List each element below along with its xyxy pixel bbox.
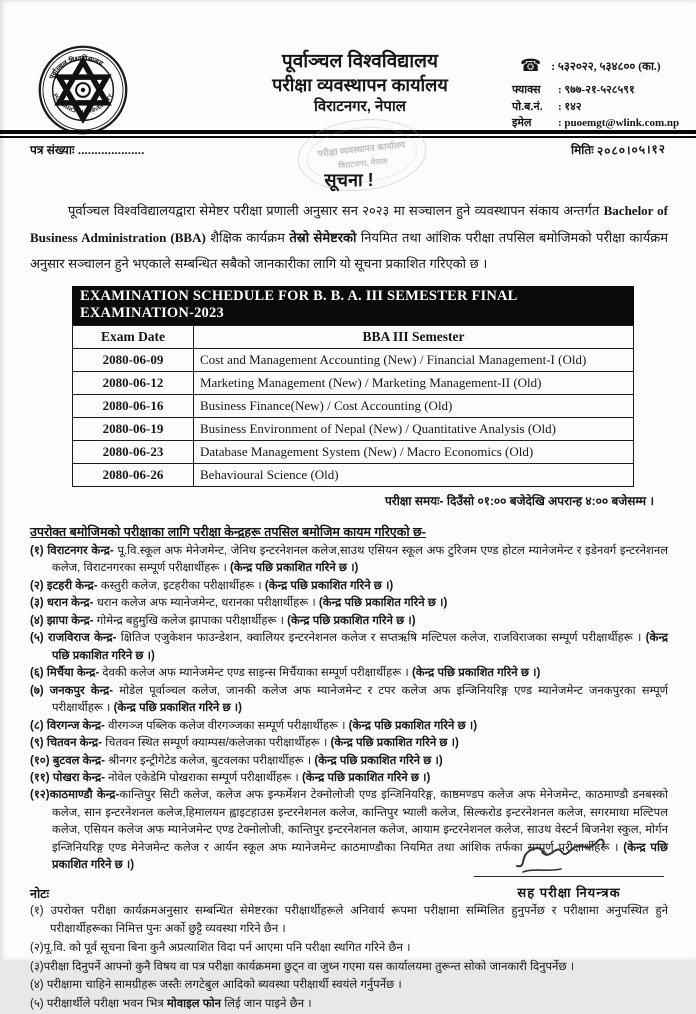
note-text-pre: परीक्षार्थीले परीक्षा भवन भित्र	[46, 997, 167, 1010]
notes-section	[30, 885, 668, 1014]
center-item	[30, 665, 668, 682]
note-no: (४)	[30, 979, 44, 992]
exam-subject: Database Management System (New) / Macro Economics (Old)	[194, 440, 634, 463]
pobox-label: पो.ब.नं.	[512, 100, 543, 113]
center-item	[30, 683, 668, 718]
col-semester: BBA III Semester	[194, 325, 634, 348]
center-item	[30, 735, 668, 752]
center-body: नोवेल एकेडेमि पोखराका सम्पूर्ण परीक्षार्थीहरू ।	[108, 772, 302, 785]
seal-bottom-text: PURBANCHAL UNIVERSITY	[51, 92, 115, 116]
table-header-row	[73, 325, 634, 348]
signature-block	[474, 828, 664, 901]
center-publish-note: (केन्द्र पछि प्रकाशित गरिने छ ।)	[318, 597, 448, 610]
table-title: EXAMINATION SCHEDULE FOR B. B. A. III SEMESTER FINAL EXAMINATION-2023	[72, 286, 634, 325]
notes-heading: नोटः	[30, 886, 50, 901]
center-no: (८)	[30, 719, 44, 732]
contact-block	[512, 56, 690, 132]
exam-subject: Business Finance(New) / Cost Accounting (Old)	[194, 394, 634, 417]
exam-subject: Business Environment of Nepal (New) / Quantitative Analysis (Old)	[194, 417, 634, 440]
center-no: (४)	[30, 614, 44, 627]
center-name: काठमाण्डौ केन्द्र-	[49, 789, 120, 802]
note-text: परीक्षा दिनुपर्ने आफ्नो कुनै विषय वा पत्र परीक्षा कार्यक्रममा छुट्न वा जुध्न गएमा यस कार्यालयमा तुरून्त सोको जानकारी दिनुपर्नेछ ।	[43, 960, 575, 973]
center-no: (१०)	[30, 754, 50, 767]
center-name: धरान केन्द्र-	[46, 597, 94, 610]
signature-icon	[509, 828, 629, 880]
exam-subject: Marketing Management (New) / Marketing Management-II (Old)	[194, 371, 634, 394]
para-segment-3: नियमित तथा आंशिक परीक्षा तपसिल बमोजिमको परीक्षा कार्यक्रम अनुसार सञ्चालन हुने भएकाले सम्बन्धित सबैको जानकारीका लागि यो सूचना प्रकाशित गरिएको छ ।	[30, 229, 669, 272]
note-text: पू.वि. को पूर्व सूचना बिना कुनै अप्रत्याशित विदा पर्न आएमा पनि परीक्षा स्थगित गरिने छैन ।	[43, 942, 411, 955]
center-body: देवकी कलेज अफ म्यानेजमेन्ट एण्ड साइन्स मिर्चैयाका सम्पूर्ण परीक्षार्थीहरू ।	[102, 667, 412, 680]
note-no: (३)	[30, 960, 44, 973]
table-row	[73, 417, 634, 440]
university-name: पूर्वाञ्चल विश्वविद्यालय	[281, 51, 439, 72]
letter-number-dots: ....................	[77, 143, 145, 157]
center-publish-note: (केन्द्र पछि प्रकाशित गरिने छ ।)	[52, 841, 668, 872]
center-body: कान्तिपुर सिटी कलेज, कलेज अफ इन्फर्मेशन टेक्नोलोजी एण्ड इन्जिनियरिङ्ग, काष्ठमण्डप कलेज अफ मेनेजमेन्ट, काठमाण्डौ डनबस्को कलेज, सान इन्टरनेशनल कलेज,हिमालयन ह्वाइटहाउस इन्टरनेशनल कलेज, कान्तिपुर भ्याली कलेज, सिल्करोड इन्टरनेशनल कलेज, सगरमाथा मल्टिपल कलेज, एसियन कलेज अफ म्यानेजमेन्ट एण्ड टेक्नोलोजी, कान्तिपुर इन्टरनेशनल कलेज, आयाम इन्टरनेशनल कलेज, साउथ वेस्टर्न बिजनेश स्कुल, मोर्गन इन्जिनियरिङ्ग एण्ड मेनेजमेन्ट कलेज र आर्यन स्कूल अफ म्यानेजमेन्ट काठमाण्डौका नियमित तथा आंशिक तर्फका सम्पूर्ण परीक्षार्थीहरू ।	[52, 789, 668, 854]
center-body: श्रीनगर इन्ट्रीगेटेड कलेज, बुटवलका परीक्षार्थीहरू ।	[108, 754, 315, 767]
center-no: (१)	[30, 544, 44, 557]
telephone-icon: ☎	[520, 56, 542, 75]
date-field	[571, 141, 666, 158]
contact-row-pobox	[512, 99, 690, 116]
center-no: (२)	[30, 579, 44, 592]
center-name: इटहरी केन्द्र-	[46, 579, 98, 592]
note-item	[30, 902, 668, 939]
center-no: (६)	[30, 667, 44, 680]
center-item	[30, 718, 668, 735]
letterhead	[218, 50, 502, 117]
table-row	[73, 371, 634, 394]
letter-number-label: पत्र संख्याः	[30, 143, 75, 157]
note-no: (२)	[30, 942, 44, 955]
note-text: परीक्षामा चाहिने सामग्रीहरू जस्तैः लगटेबुल आदिको ब्यवस्था परीक्षार्थी स्वयंले गर्नुपर्नेछ ।	[46, 979, 402, 992]
center-no: (५)	[30, 632, 44, 645]
center-publish-note: (केन्द्र पछि प्रकाशित गरिने छ ।)	[314, 754, 443, 767]
university-seal-logo	[36, 44, 130, 136]
center-body: धरान कलेज अफ म्यानेजमेन्ट, धरानका परीक्षार्थीहरू ।	[96, 597, 319, 610]
para-segment-2: शैक्षिक कार्यक्रम	[205, 229, 290, 245]
phone-row	[512, 56, 690, 76]
office-name: परीक्षा व्यवस्थापन कार्यालय	[272, 74, 448, 95]
center-name: बुटवल केन्द्र-	[52, 754, 105, 767]
email-value: : puoemgt@wlink.com.np	[558, 117, 680, 129]
stamp-line2: विराटनगर, नेपाल	[338, 156, 388, 171]
note-item	[30, 995, 668, 1014]
center-publish-note: (केन्द्र पछि प्रकाशित गरिने छ ।)	[230, 562, 359, 575]
date-value-handwritten: २०८०।०५।१२	[596, 141, 667, 159]
notice-heading: सूचना !	[324, 170, 374, 190]
center-body: गोमेन्द्र बहुमुखि कलेज झापाका परीक्षार्थीहरू ।	[96, 614, 288, 627]
table-row	[73, 463, 634, 486]
schedule-table	[72, 325, 634, 487]
note-text: उपरोक्त परीक्षा कार्यक्रमअनुसार सम्बन्धित सेमेष्टरका परीक्षार्थीहरूले अनिवार्य रूपमा परीक्षामा सम्मिलित हुनुपर्नेछ र परीक्षामा अनुपस्थित हुने परीक्षार्थीहरूका निमित्त पुनः अर्को छुट्टै व्यवस्था गरिने छैन ।	[50, 904, 668, 936]
center-body: कस्तुरी कलेज, इटहरीका परीक्षार्थीहरू ।	[100, 579, 265, 592]
fax-label: फ्याक्स	[512, 84, 541, 96]
exam-date: 2080-06-12	[73, 371, 194, 394]
center-name: विराटनगर केन्द्र-	[47, 544, 114, 557]
exam-centers-section	[30, 523, 668, 875]
exam-date: 2080-06-09	[73, 348, 194, 371]
pobox-value: : १४२	[558, 100, 582, 113]
exam-time-note: परीक्षा समयः- दिउँसो ०१:०० बजेदेखि अपरान्ह ४:०० बजेसम्म ।	[384, 493, 654, 508]
seal-top-text: पूर्वाञ्चल विश्वविद्यालय	[48, 55, 104, 81]
center-publish-note: (केन्द्र पछि प्रकाशित गरिने छ ।)	[348, 719, 478, 732]
phone-numbers: : ५३२०२२, ५३४८०० (का.)	[551, 60, 661, 73]
center-name: चितवन केन्द्र-	[46, 737, 102, 750]
center-name: पोखरा केन्द्र-	[52, 772, 105, 785]
center-publish-note: (केन्द्र पछि प्रकाशित गरिने छ ।)	[411, 667, 541, 680]
exam-date: 2080-06-16	[73, 394, 194, 417]
center-publish-note: (केन्द्र पछि प्रकाशित गरिने छ ।)	[301, 772, 431, 785]
center-item	[30, 770, 668, 787]
center-no: (९)	[30, 737, 44, 750]
note-item	[30, 939, 668, 958]
exam-schedule	[72, 286, 634, 487]
para-semester-bold: तेस्रो सेमेष्टरको	[289, 229, 357, 245]
note-no: (५)	[30, 997, 44, 1010]
center-publish-note: (केन्द्र पछि प्रकाशित गरिने छ ।)	[113, 702, 242, 715]
center-item	[30, 753, 668, 770]
center-publish-note: (केन्द्र पछि प्रकाशित गरिने छ ।)	[264, 579, 394, 592]
note-item	[30, 976, 668, 995]
signature-line	[474, 876, 664, 877]
center-item	[30, 613, 668, 630]
center-item	[30, 578, 668, 595]
center-name: राजविराज केन्द्र-	[47, 632, 117, 645]
office-location: विराटनगर, नेपाल	[314, 98, 406, 116]
exam-subject: Cost and Management Accounting (New) / Financial Management-I (Old)	[194, 348, 634, 371]
center-no: (३)	[30, 597, 44, 610]
table-row	[73, 440, 634, 463]
center-publish-note: (केन्द्र पछि प्रकाशित गरिने छ ।)	[287, 614, 416, 627]
fax-value: : ९७७-२१-५२८५९१	[558, 84, 635, 96]
center-name: विरगन्ज केन्द्र-	[46, 719, 105, 732]
col-exam-date: Exam Date	[73, 325, 194, 348]
center-name: झापा केन्द्र-	[46, 614, 94, 627]
para-program-name: Bachelor of Business Administration (BBA)	[30, 203, 669, 245]
center-name: जनकपुर केन्द्र-	[49, 684, 114, 697]
exam-date: 2080-06-26	[73, 463, 194, 486]
center-item	[30, 595, 668, 612]
center-no: (१२)	[30, 789, 50, 802]
exam-date: 2080-06-19	[73, 417, 194, 440]
center-body: क्षितिज एजुकेशन फाउन्डेशन, क्वालियर इन्टरनेशनल कलेज र सप्तऋषि मल्टिपल कलेज, राजविराजका सम्पूर्ण परीक्षार्थीहरू ।	[120, 632, 646, 645]
email-label: इमेल	[512, 117, 532, 129]
center-body: चितवन स्थित सम्पूर्ण क्याम्पस/कलेजका परीक्षार्थीहरू ।	[105, 737, 331, 750]
para-segment-1: पूर्वाञ्चल विश्वविद्यालयद्वारा सेमेष्टर परीक्षा प्रणाली अनुसार सन २०२३ मा सञ्चालन हुने व्यवस्थापन संकाय अन्तर्गत	[68, 203, 604, 218]
centers-heading: उपरोक्त बमोजिमको परीक्षाका लागि परीक्षा केन्द्रहरू तपसिल बमोजिम कायम गरिएको छ-	[30, 524, 426, 539]
center-item	[30, 630, 668, 665]
center-name: मिर्चैया केन्द्र-	[46, 667, 100, 680]
center-body: पू.वि.स्कूल अफ मेनेजमेन्ट, जेनिथ इन्टरनेशनल कलेज,साउथ एसियन स्कूल अफ टुरिजम एण्ड होटल म्यानेजमेन्ट र इडेनवर्ग इन्टरनेशनल कलेज, विराटनगरका सम्पूर्ण परीक्षार्थीहरू ।	[52, 544, 668, 575]
center-no: (७)	[30, 684, 44, 697]
note-item	[30, 958, 668, 977]
table-row	[73, 394, 634, 417]
center-no: (११)	[30, 772, 50, 785]
table-row	[73, 348, 634, 371]
date-label: मितिः	[570, 143, 594, 157]
letter-number	[30, 141, 144, 158]
seal-icon	[36, 44, 130, 136]
reference-line	[30, 141, 666, 158]
center-publish-note: (केन्द्र पछि प्रकाशित गरिने छ ।)	[330, 737, 459, 750]
contact-row-fax	[512, 82, 690, 99]
signatory-title: सह परीक्षा नियन्त्रक	[517, 885, 621, 900]
notice-paragraph	[30, 198, 668, 278]
center-body: मोडेल पूर्वाञ्चल कलेज, जानकी कलेज अफ म्यानेजमेन्ट र टपर कलेज अफ इन्जिनियरिङ्ग एण्ड म्यानेजमेन्ट जनकपुरका सम्पूर्ण परीक्षार्थीहरू ।	[52, 684, 668, 715]
exam-subject: Behavioural Science (Old)	[194, 463, 634, 486]
stamp-line1: परीक्षा व्यवस्थापन कार्यालय	[317, 139, 406, 159]
center-item	[30, 543, 668, 578]
exam-date: 2080-06-23	[73, 440, 194, 463]
header-divider	[0, 130, 696, 138]
center-publish-note: (केन्द्र पछि प्रकाशित गरिने छ ।)	[52, 632, 668, 662]
note-mobile-bold: मोवाइल फोन	[166, 997, 221, 1010]
note-text-post: लिई जान पाइने छैन ।	[221, 997, 312, 1010]
center-body: वीरगञ्ज पब्लिक कलेज वीरगञ्जका सम्पूर्ण परीक्षार्थीहरू ।	[108, 719, 349, 732]
note-no: (१)	[30, 904, 44, 917]
